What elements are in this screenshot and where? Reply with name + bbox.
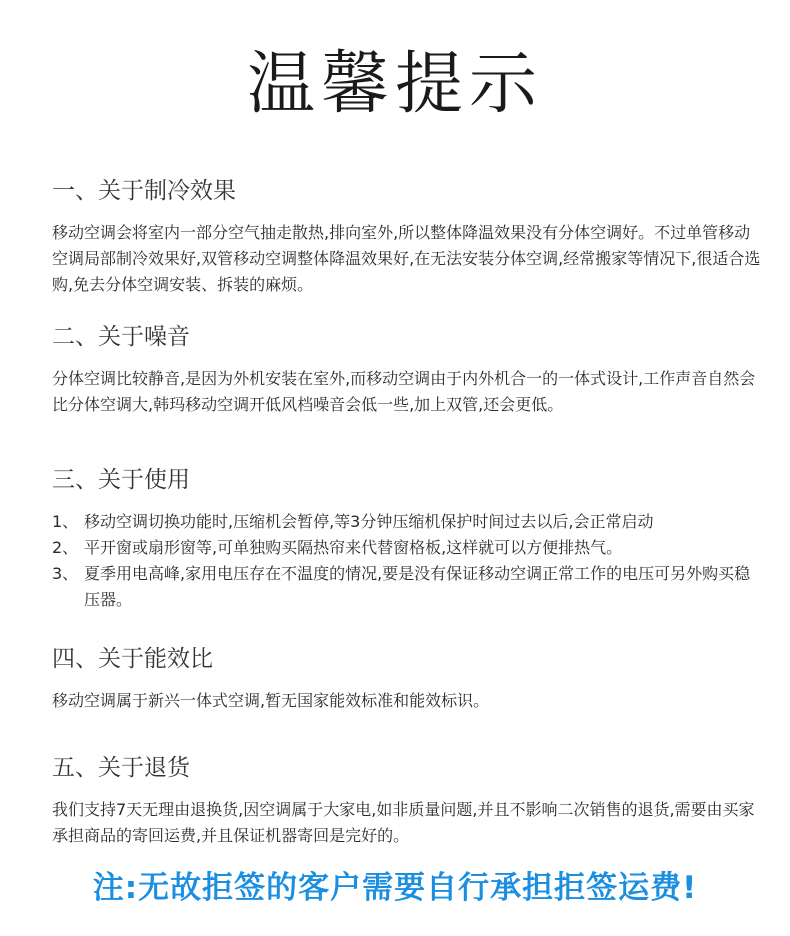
- section-heading: 五、关于退货: [52, 755, 190, 781]
- list-item: [52, 535, 762, 561]
- list-item-text: 移动空调切换功能时,压缩机会暂停,等3分钟压缩机保护时间过去以后,会正常启动: [84, 512, 654, 531]
- section-energy-efficiency: [52, 644, 762, 714]
- refusal-notice: 注:无故拒签的客户需要自行承担拒签运费!: [92, 870, 698, 906]
- section-heading: 一、关于制冷效果: [52, 178, 236, 204]
- section-heading: 三、关于使用: [52, 467, 190, 493]
- list-item-number: 3、: [52, 564, 79, 583]
- list-item: [52, 509, 762, 535]
- paragraph: 我们支持7天无理由退换货,因空调属于大家电,如非质量问题,并且不影响二次销售的退货,需要由买家承担商品的寄回运费,并且保证机器寄回是完好的。: [52, 800, 755, 845]
- paragraph: 移动空调会将室内一部分空气抽走散热,排向室外,所以整体降温效果没有分体空调好。不过单管移动空调局部制冷效果好,双管移动空调整体降温效果好,在无法安装分体空调,经常搬家等情况下,很适合选购,免去分体空调安装、拆装的麻烦。: [52, 223, 761, 294]
- page-title: 温馨提示: [246, 45, 543, 124]
- list-item-text: 平开窗或扇形窗等,可单独购买隔热帘来代替窗格板,这样就可以方便排热气。: [84, 538, 623, 557]
- list-item: [52, 561, 762, 613]
- paragraph: 分体空调比较静音,是因为外机安装在室外,而移动空调由于内外机合一的一体式设计,工作声音自然会比分体空调大,韩玛移动空调开低风档噪音会低一些,加上双管,还会更低。: [52, 369, 756, 414]
- section-heading: 四、关于能效比: [52, 646, 213, 672]
- section-body: [52, 366, 762, 418]
- section-heading: 二、关于噪音: [52, 324, 190, 350]
- paragraph: 移动空调属于新兴一体式空调,暂无国家能效标准和能效标识。: [52, 691, 490, 710]
- section-body: [52, 220, 762, 298]
- section-body: [52, 797, 762, 849]
- section-returns: [52, 753, 762, 849]
- section-usage: [52, 465, 762, 613]
- section-body: [52, 688, 762, 714]
- section-noise: [52, 322, 762, 418]
- usage-list: [52, 509, 762, 613]
- list-item-number: 1、: [52, 512, 79, 531]
- section-cooling-effect: [52, 176, 762, 298]
- list-item-text: 夏季用电高峰,家用电压存在不温度的情况,要是没有保证移动空调正常工作的电压可另外购买稳压器。: [84, 564, 751, 609]
- list-item-number: 2、: [52, 538, 79, 557]
